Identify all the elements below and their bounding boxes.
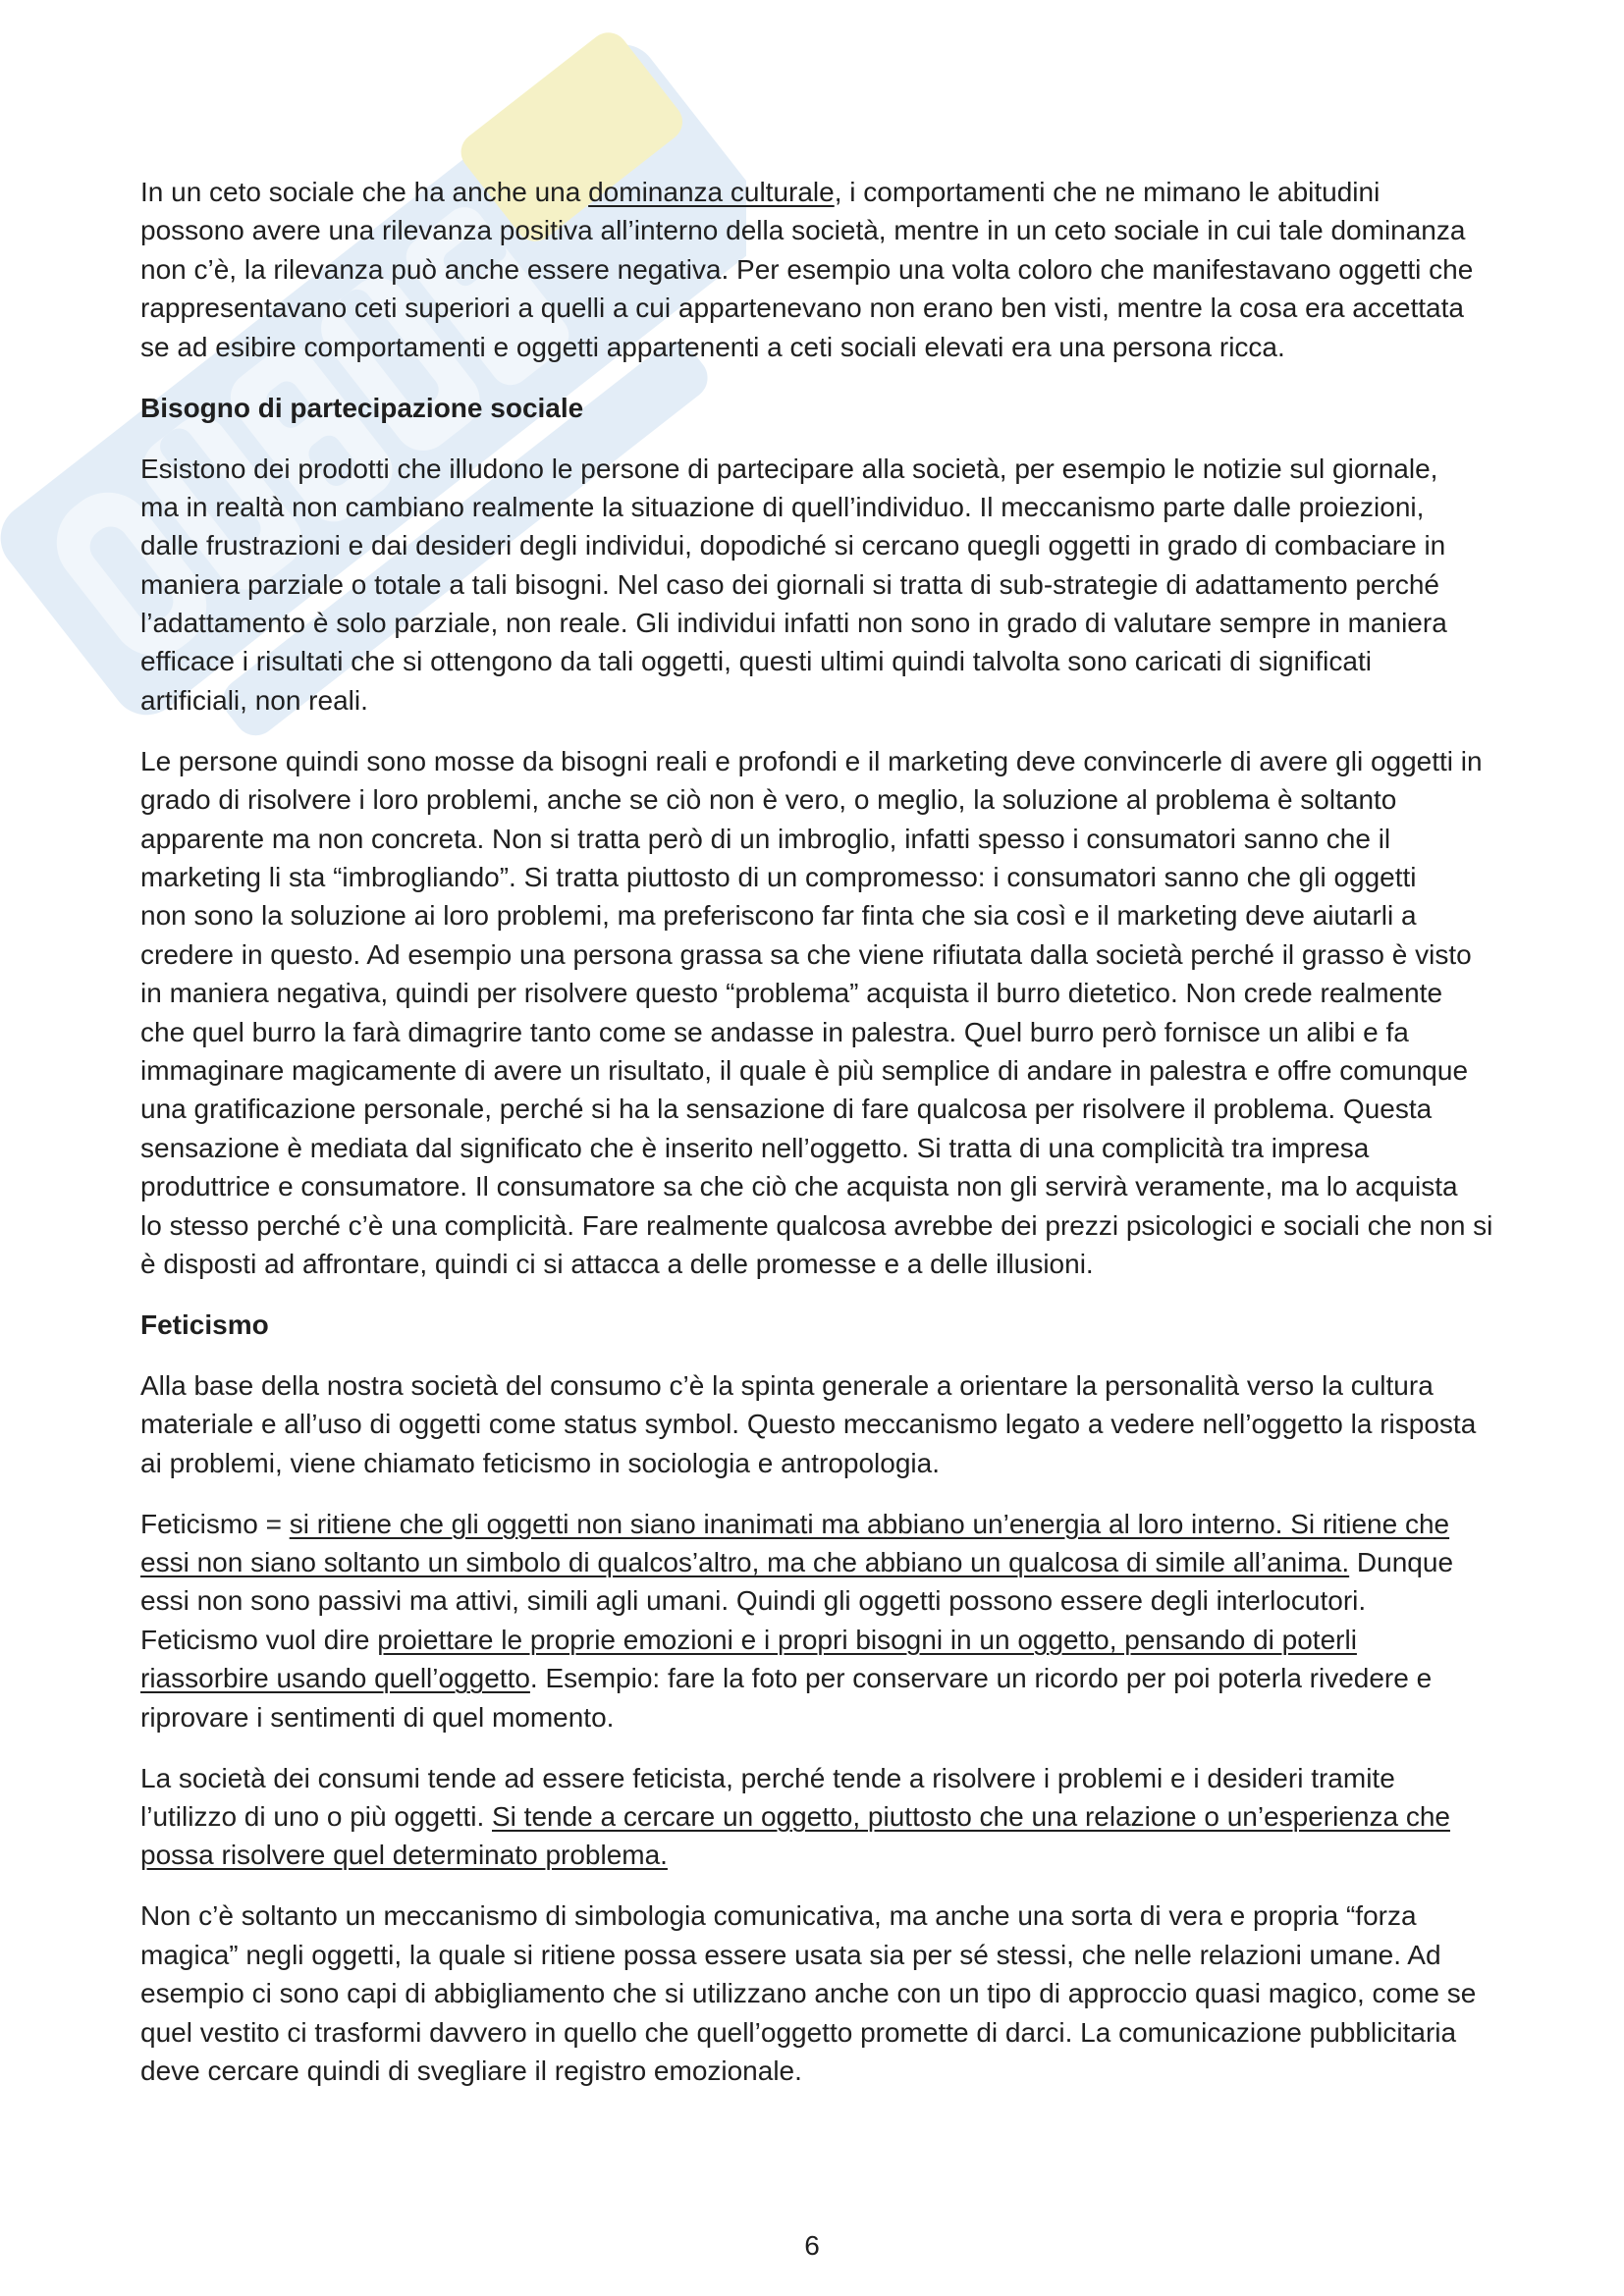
- text-segment: In un ceto sociale che ha anche una: [140, 177, 589, 207]
- text-segment: La società dei consumi tende ad essere feticista, perché tende a risolvere i problemi e i desideri tramite: [140, 1762, 1395, 1793]
- text-segment: Bisogno di partecipazione sociale: [140, 392, 584, 423]
- text-segment: che quel burro la farà dimagrire tanto come se andasse in palestra. Quel burro però fornisce un alibi e fa: [140, 1016, 1409, 1047]
- text-line: [140, 1581, 1535, 1620]
- text-segment: Non c’è soltanto un meccanismo di simbologia comunicativa, ma anche una sorta di vera e propria “forza: [140, 1900, 1417, 1932]
- text-segment: grado di risolvere i loro problemi, anche se ciò non è vero, o meglio, la soluzione al problema è soltanto: [140, 784, 1397, 816]
- text-line: [140, 450, 1535, 488]
- section-heading: [140, 1306, 1535, 1344]
- text-line: [140, 1051, 1535, 1090]
- text-segment: artificiali, non reali.: [140, 684, 368, 716]
- text-segment: rappresentavano ceti superiori a quelli a cui appartenevano non erano ben visti, mentre la cosa era accettata: [140, 293, 1464, 324]
- paragraph: [140, 1759, 1535, 1875]
- text-line: [140, 1797, 1535, 1836]
- text-line: [140, 1621, 1535, 1659]
- text-segment: credere in questo. Ad esempio una persona grassa sa che viene rifiutata dalla società perché il grasso è visto: [140, 938, 1472, 970]
- text-segment: in maniera negativa, quindi per risolvere questo “problema” acquista il burro dietetico. Non crede realmente: [140, 978, 1443, 1009]
- text-line: [140, 289, 1535, 327]
- text-line: [140, 328, 1535, 366]
- paragraph: [140, 173, 1535, 366]
- paragraph: [140, 1896, 1535, 2090]
- text-segment: Dunque: [1349, 1547, 1454, 1578]
- text-line: [140, 565, 1535, 604]
- text-line: [140, 1974, 1535, 2012]
- paragraph: [140, 1505, 1535, 1736]
- text-line: [140, 1206, 1535, 1245]
- underlined-text: dominanza culturale: [588, 177, 835, 207]
- underlined-text: Si tende a cercare un oggetto, piuttosto che una relazione o un’esperienza che: [492, 1801, 1450, 1832]
- text-line: [140, 642, 1535, 680]
- text-segment: riprovare i sentimenti di quel momento.: [140, 1701, 615, 1733]
- text-line: [140, 1759, 1535, 1797]
- paragraph: [140, 1366, 1535, 1482]
- text-line: [140, 488, 1535, 526]
- text-line: [140, 2052, 1535, 2090]
- text-segment: non c’è, la rilevanza può anche essere negativa. Per esempio una volta coloro che manifestavano oggetti che: [140, 253, 1474, 285]
- text-segment: essi non sono passivi ma attivi, simili agli umani. Quindi gli oggetti possono essere degli interlocutori.: [140, 1585, 1367, 1617]
- text-segment: Feticismo =: [140, 1508, 290, 1539]
- text-line: [140, 211, 1535, 249]
- text-segment: apparente ma non concreta. Non si tratta però di un imbroglio, infatti spesso i consumatori sanno che il: [140, 823, 1391, 854]
- text-segment: possono avere una rilevanza positiva all’interno della società, mentre in un ceto sociale in cui tale dominanza: [140, 215, 1466, 246]
- underlined-text: si ritiene che gli oggetti non siano inanimati ma abbiano un’energia al loro interno. Si ritiene che: [289, 1508, 1450, 1539]
- text-line: [140, 526, 1535, 564]
- text-line: [140, 1366, 1535, 1405]
- text-line: [140, 780, 1535, 819]
- text-segment: materiale e all’uso di oggetti come status symbol. Questo meccanismo legato a vedere nell’oggetto la risposta: [140, 1409, 1477, 1440]
- text-segment: lo stesso perché c’è una complicità. Fare realmente qualcosa avrebbe dei prezzi psicologici e sociali che non si: [140, 1209, 1493, 1241]
- text-line: [140, 604, 1535, 642]
- text-line: [140, 974, 1535, 1012]
- text-segment: immaginare magicamente di avere un risultato, il quale è più semplice di andare in palestra e offre comunque: [140, 1054, 1469, 1086]
- text-line: [140, 1405, 1535, 1443]
- text-line: [140, 1167, 1535, 1205]
- text-segment: maniera parziale o totale a tali bisogni. Nel caso dei giornali si tratta di sub-strategie di adattamento perché: [140, 568, 1439, 600]
- text-line: [140, 681, 1535, 720]
- text-line: [140, 2013, 1535, 2052]
- text-segment: una gratificazione personale, perché si ha la sensazione di fare qualcosa per risolvere il problema. Questa: [140, 1094, 1433, 1125]
- text-line: [140, 1306, 1535, 1344]
- text-line: [140, 173, 1535, 211]
- paragraph: [140, 742, 1535, 1283]
- text-line: [140, 896, 1535, 934]
- text-segment: dalle frustrazioni e dai desideri degli individui, dopodiché si cercano quegli oggetti in grado di combaciare in: [140, 530, 1446, 561]
- text-line: [140, 250, 1535, 289]
- paragraph: [140, 450, 1535, 721]
- underlined-text: essi non siano soltanto un simbolo di qualcos’altro, ma che abbiano un qualcosa di simile all’anima.: [140, 1547, 1350, 1578]
- text-line: [140, 1936, 1535, 1974]
- text-line: [140, 1836, 1535, 1874]
- text-segment: Feticismo: [140, 1308, 269, 1340]
- text-segment: Le persone quindi sono mosse da bisogni reali e profondi e il marketing deve convincerle di avere gli oggetti in: [140, 745, 1483, 776]
- text-segment: efficace i risultati che si ottengono da tali oggetti, questi ultimi quindi talvolta sono caricati di significati: [140, 646, 1372, 677]
- underlined-text: possa risolvere quel determinato problema.: [140, 1840, 668, 1871]
- text-line: [140, 1698, 1535, 1736]
- text-segment: deve cercare quindi di svegliare il registro emozionale.: [140, 2055, 802, 2086]
- text-line: [140, 1245, 1535, 1283]
- text-line: [140, 1090, 1535, 1128]
- text-line: [140, 935, 1535, 974]
- text-segment: se ad esibire comportamenti e oggetti appartenenti a ceti sociali elevati era una persona ricca.: [140, 331, 1285, 362]
- text-segment: produttrice e consumatore. Il consumatore sa che ciò che acquista non gli servirà veramente, ma lo acquista: [140, 1171, 1458, 1202]
- text-segment: sensazione è mediata dal significato che è inserito nell’oggetto. Si tratta di una complicità tra impresa: [140, 1132, 1370, 1163]
- text-segment: quel vestito ci trasformi davvero in quello che quell’oggetto promette di darci. La comunicazione pubblicitaria: [140, 2016, 1457, 2048]
- underlined-text: riassorbire usando quell’oggetto: [140, 1663, 530, 1694]
- text-segment: , i comportamenti che ne mimano le abitudini: [834, 177, 1380, 207]
- text-segment: l’utilizzo di uno o più oggetti.: [140, 1801, 492, 1832]
- document-body: [140, 173, 1535, 2112]
- underlined-text: proiettare le proprie emozioni e i propri bisogni in un oggetto, pensando di poterli: [377, 1624, 1357, 1655]
- text-segment: non sono la soluzione ai loro problemi, ma preferiscono far finta che sia così e il marketing deve aiutarli a: [140, 900, 1417, 932]
- text-line: [140, 1896, 1535, 1935]
- text-line: [140, 389, 1535, 427]
- text-segment: esempio ci sono capi di abbigliamento che si utilizzano anche con un tipo di approccio quasi magico, come se: [140, 1978, 1477, 2009]
- text-segment: Feticismo vuol dire: [140, 1624, 378, 1655]
- text-line: [140, 1543, 1535, 1581]
- text-segment: . Esempio: fare la foto per conservare un ricordo per poi poterla rivedere e: [529, 1663, 1433, 1694]
- text-segment: magica” negli oggetti, la quale si ritiene possa essere usata sia per sé stessi, che nelle relazioni umane. Ad: [140, 1939, 1441, 1970]
- text-segment: marketing li sta “imbrogliando”. Si tratta piuttosto di un compromesso: i consumatori sanno che gli oggetti: [140, 862, 1417, 893]
- text-segment: Alla base della nostra società del consumo c’è la spinta generale a orientare la personalità verso la cultura: [140, 1369, 1434, 1401]
- page-number: 6: [804, 2230, 820, 2261]
- section-heading: [140, 389, 1535, 427]
- text-line: [140, 858, 1535, 896]
- text-line: [140, 742, 1535, 780]
- text-segment: l’adattamento è solo parziale, non reale. Gli individui infatti non sono in grado di valutare sempre in maniera: [140, 608, 1447, 639]
- text-line: [140, 1129, 1535, 1167]
- text-segment: è disposti ad affrontare, quindi ci si attacca a delle promesse e a delle illusioni.: [140, 1248, 1094, 1279]
- text-line: [140, 820, 1535, 858]
- text-line: [140, 1659, 1535, 1697]
- text-line: [140, 1505, 1535, 1543]
- text-segment: Esistono dei prodotti che illudono le persone di partecipare alla società, per esempio le notizie sul giornale,: [140, 453, 1438, 484]
- text-line: [140, 1013, 1535, 1051]
- text-segment: ma in realtà non cambiano realmente la situazione di quell’individuo. Il meccanismo parte dalle proiezioni,: [140, 491, 1425, 522]
- text-line: [140, 1444, 1535, 1482]
- text-segment: ai problemi, viene chiamato feticismo in sociologia e antropologia.: [140, 1447, 940, 1478]
